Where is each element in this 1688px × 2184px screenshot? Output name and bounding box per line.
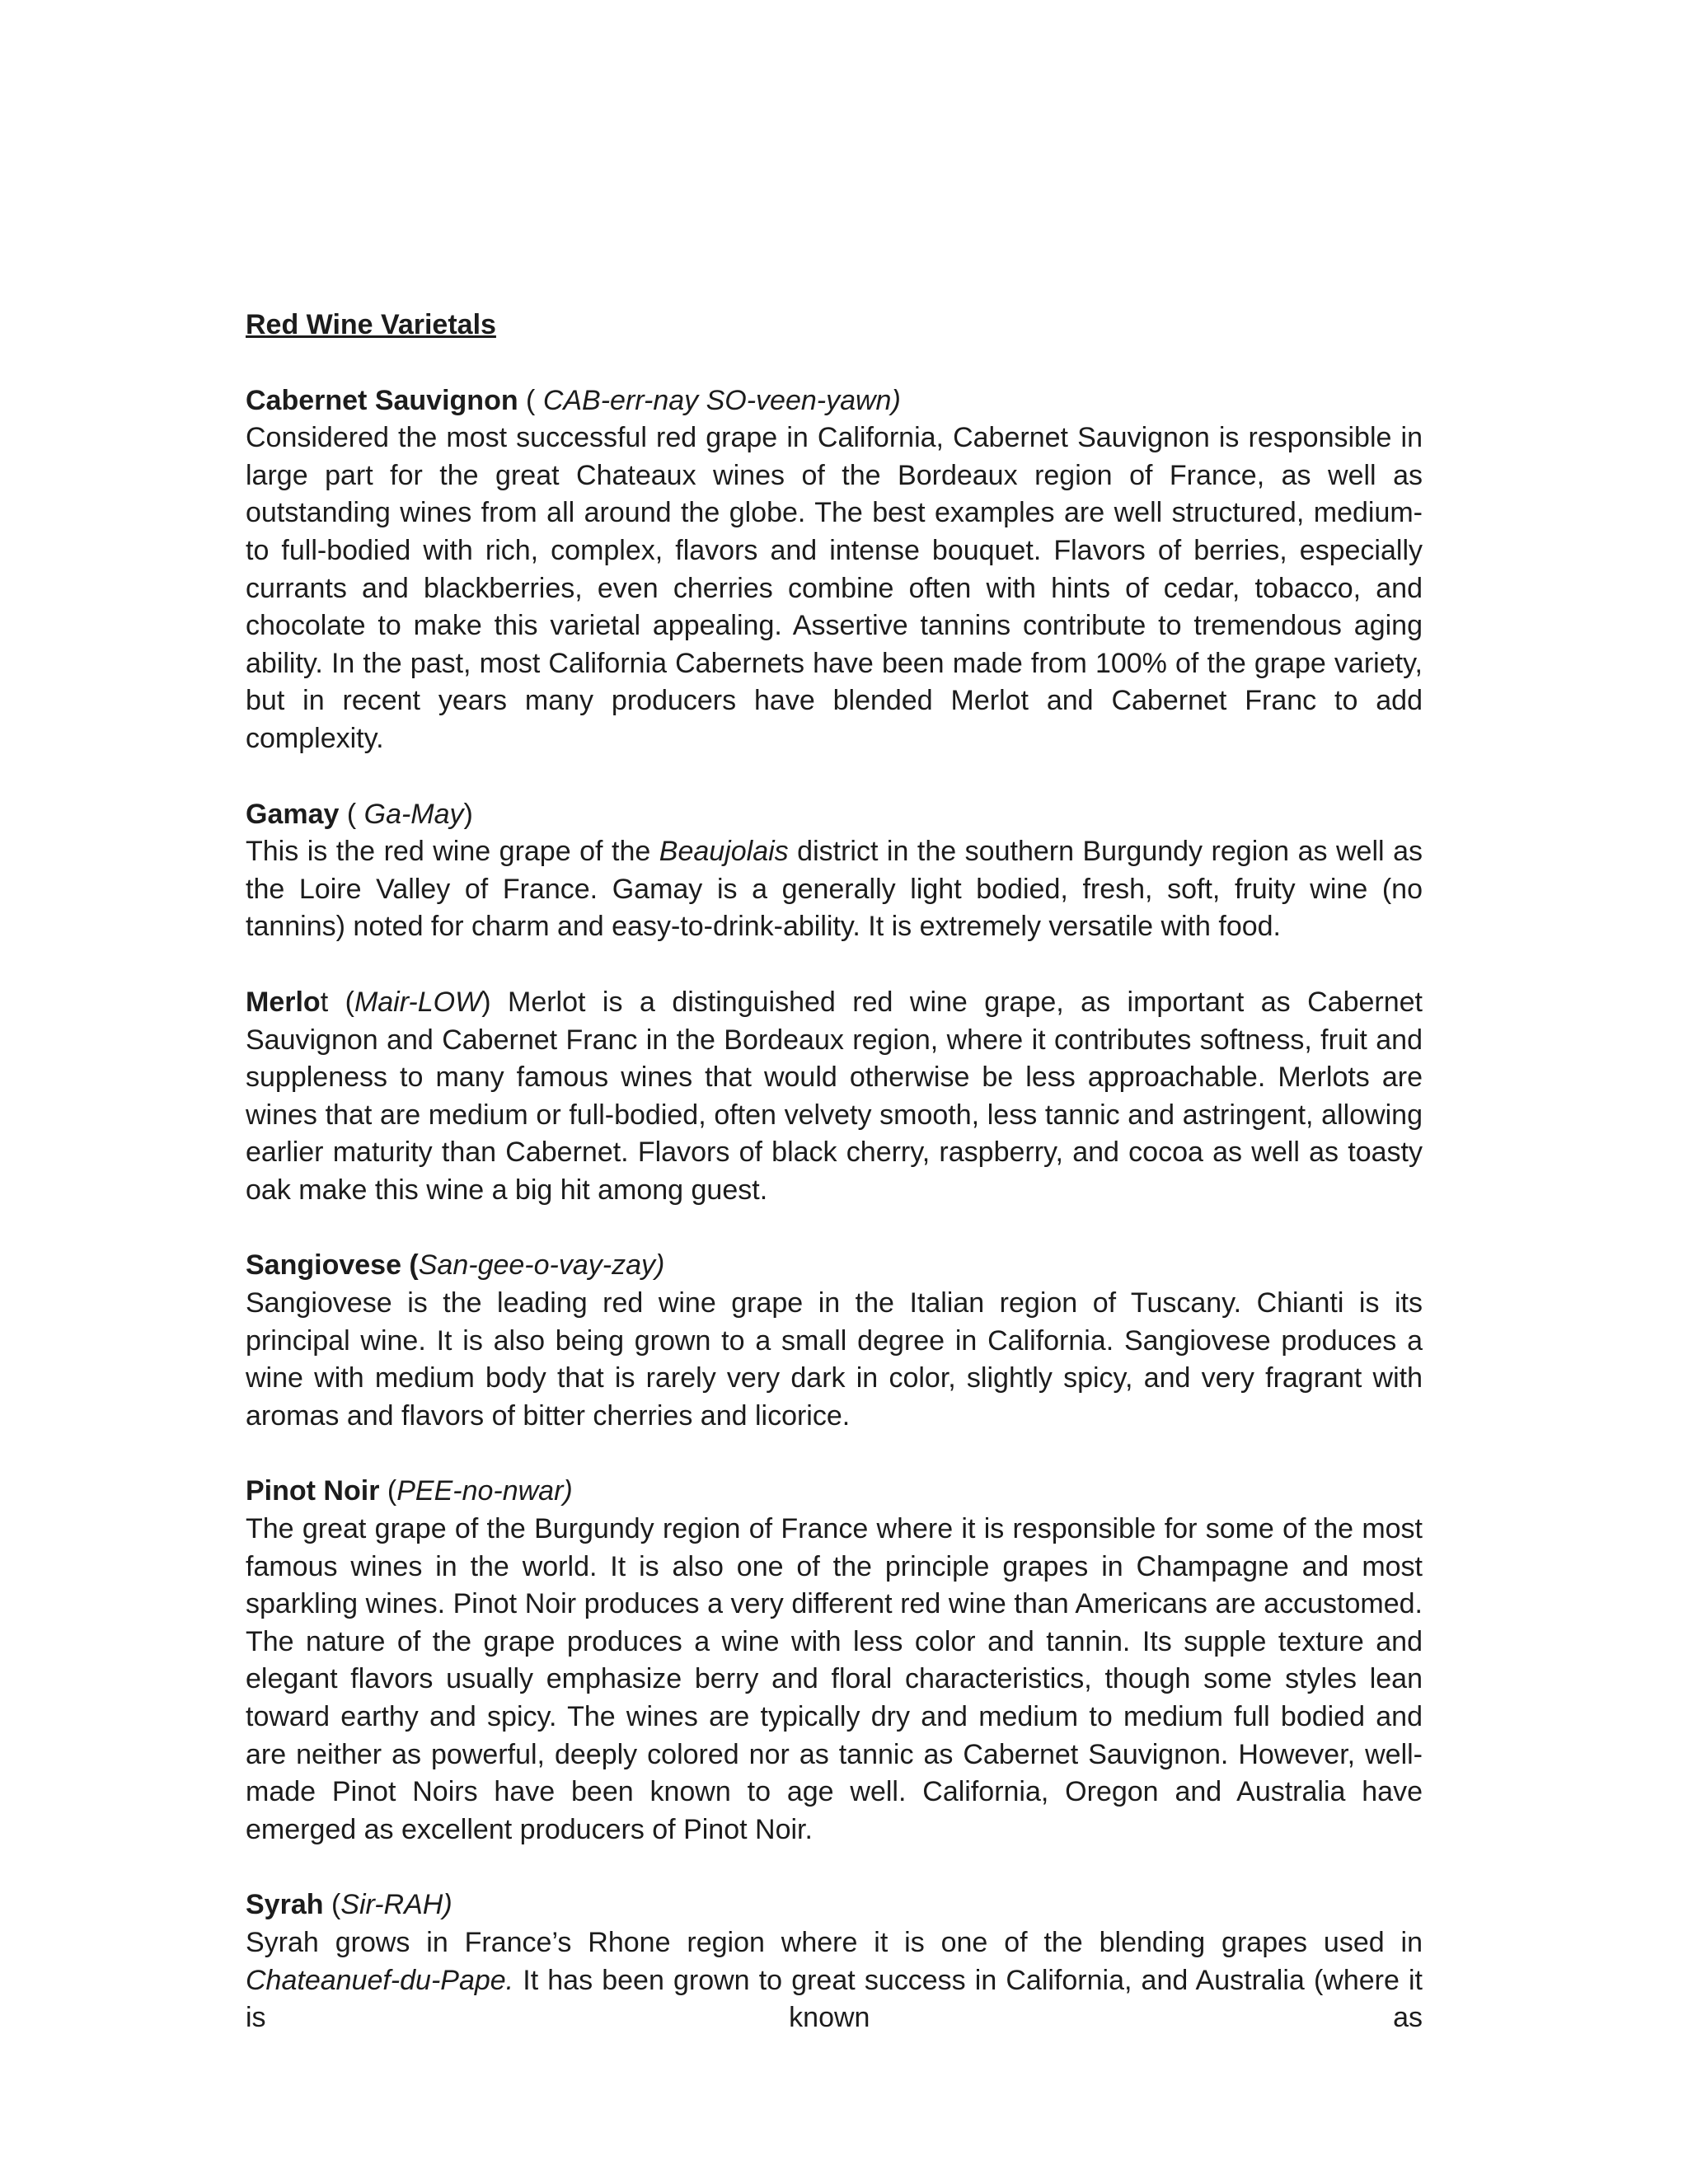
description-text: Merlot is a distinguished red wine grape, as important as Cabernet Sauvignon and Cabernet Franc in the Bordeaux region, where it contributes softness, fruit and suppleness to many famous wines that would otherwise be less approachable. Merlots are wines that are medium or full-bodied, often velvety smooth, less tannic and astringent, allowing earlier maturity than Cabernet. Flavors of black cherry, raspberry, and cocoa as well as toasty oak make this wine a big hit among guest.	[246, 986, 1423, 1206]
entry-heading	[246, 1247, 1423, 1285]
varietal-name-suffix: t	[320, 986, 329, 1018]
entry-gamay	[246, 796, 1423, 946]
paren-open: (	[323, 1889, 341, 1921]
varietal-name: Gamay	[246, 798, 340, 830]
paren-close: )	[481, 986, 491, 1018]
description-text: Syrah grows in France’s Rhone region where it is one of the blending grapes used in	[246, 1926, 1423, 1958]
entry-pinot-noir	[246, 1473, 1423, 1849]
varietal-name: Cabernet Sauvignon	[246, 384, 518, 416]
page-title: Red Wine Varietals	[246, 309, 496, 340]
paren-open: (	[339, 798, 364, 830]
description-text: district in the southern Burgundy region as well as the Loire Valley of France. Gamay is a generally light bodied, fresh, soft, fruity wine (no tannins) noted for charm and easy-to-drink-ability. It is extremely versatile with food.	[246, 836, 1423, 943]
entry-description	[246, 1924, 1423, 2037]
entry-merlot	[246, 984, 1423, 1210]
paren-open: (	[328, 986, 354, 1018]
document-page	[246, 307, 1423, 2075]
paren-open: (	[379, 1475, 397, 1507]
entry-heading	[246, 382, 1423, 420]
pronunciation: San-gee-o-vay-zay)	[418, 1249, 665, 1282]
varietal-name: Merlo	[246, 986, 321, 1018]
pronunciation: Mair-LOW	[354, 986, 482, 1018]
entry-description: The great grape of the Burgundy region of France where it is responsible for some of the most famous wines in the world. It is also one of the principle grapes in Champagne and most sparkling wines. Pinot Noir produces a very different red wine than Americans are accustomed. The nature of the grape produces a wine with less color and tannin. Its supple texture and elegant flavors usually emphasize berry and floral characteristics, though some styles lean toward earthy and spicy. The wines are typically dry and medium to medium full bodied and are neither as powerful, deeply colored nor as tannic as Cabernet Sauvignon. However, well-made Pinot Noirs have been known to age well. California, Oregon and Australia have emerged as excellent producers of Pinot Noir.	[246, 1513, 1423, 1845]
description-text: It has been grown to great success in California, and Australia (where it is known as	[246, 1964, 1423, 2034]
description-italic-text: Chateanuef-du-Pape.	[246, 1964, 514, 1996]
description-italic-text: Beaujolais	[659, 836, 789, 868]
pronunciation: CAB-err-nay SO-veen-yawn)	[542, 384, 901, 416]
varietal-name: Sangiovese (	[246, 1249, 419, 1282]
entry-heading	[246, 1886, 1423, 1924]
entry-heading	[246, 1473, 1423, 1511]
varietal-name: Syrah	[246, 1889, 324, 1921]
entry-description: Considered the most successful red grape in California, Cabernet Sauvignon is responsible in large part for the great Chateaux wines of the Bordeaux region of France, as well as outstanding wines from all around the globe. The best examples are well structured, medium-to full-bodied with rich, complex, flavors and intense bouquet. Flavors of berries, especially currants and blackberries, even cherries combine often with hints of cedar, tobacco, and chocolate to make this varietal appealing. Assertive tannins contribute to tremendous aging ability. In the past, most California Cabernets have been made from 100% of the grape variety, but in recent years many producers have blended Merlot and Cabernet Franc to add complexity.	[246, 422, 1423, 754]
entry-heading	[246, 796, 1423, 834]
entry-description	[246, 833, 1423, 946]
entry-sangiovese	[246, 1247, 1423, 1435]
entry-description: Sangiovese is the leading red wine grape in the Italian region of Tuscany. Chianti is its principal wine. It is also being grown to a small degree in California. Sangiovese produces a wine with medium body that is rarely very dark in color, slightly spicy, and very fragrant with aromas and flavors of bitter cherries and licorice.	[246, 1287, 1423, 1432]
pronunciation: Sir-RAH)	[340, 1889, 452, 1921]
varietal-name: Pinot Noir	[246, 1475, 380, 1507]
entry-syrah	[246, 1886, 1423, 2036]
paren-close: )	[463, 798, 473, 830]
entry-cabernet-sauvignon	[246, 382, 1423, 758]
pronunciation: Ga-May	[363, 798, 464, 830]
entry-description	[246, 984, 1423, 1210]
description-text: This is the red wine grape of the	[246, 836, 659, 868]
pronunciation: PEE-no-nwar)	[396, 1475, 573, 1507]
paren-open: (	[518, 384, 543, 416]
